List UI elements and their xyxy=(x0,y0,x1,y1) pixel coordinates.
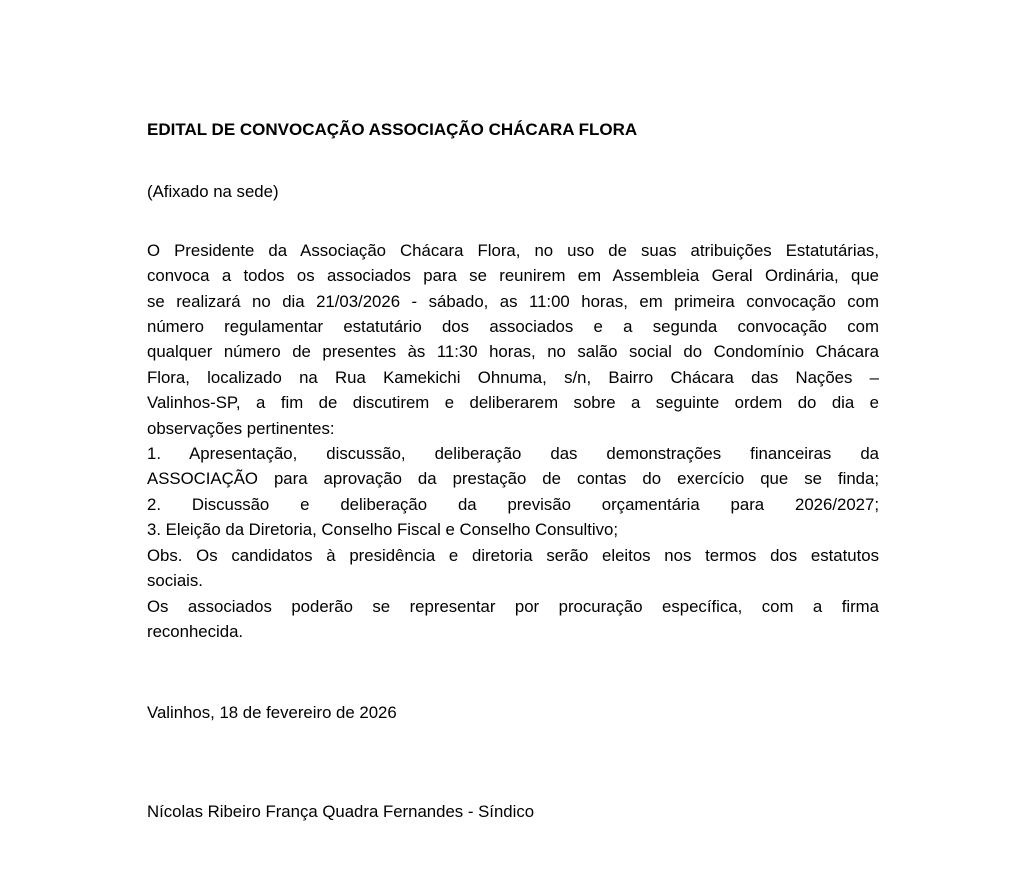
body-line: O Presidente da Associação Chácara Flora, no uso de suas atribuições Estatutárias, xyxy=(147,240,879,260)
document-title: EDITAL DE CONVOCAÇÃO ASSOCIAÇÃO CHÁCARA FLORA xyxy=(147,120,638,139)
body-line: se realizará no dia 21/03/2026 - sábado, as 11:00 horas, em primeira convocação com xyxy=(147,291,879,311)
body-line: número regulamentar estatutário dos associados e a segunda convocação com xyxy=(147,317,879,337)
observation-line: sociais. xyxy=(147,571,203,591)
signature-line: Nícolas Ribeiro França Quadra Fernandes - Síndico xyxy=(147,801,535,821)
body-line: qualquer número de presentes às 11:30 horas, no salão social do Condomínio Chácara xyxy=(147,342,879,362)
posting-note: (Afixado na sede) xyxy=(147,182,279,202)
body-line: convoca a todos os associados para se reunirem em Assembleia Geral Ordinária, que xyxy=(147,266,879,286)
observation-line: Obs. Os candidatos à presidência e diretoria serão eleitos nos termos dos estatutos xyxy=(147,545,879,565)
agenda-item-1-continued: ASSOCIAÇÃO para aprovação da prestação de contas do exercício que se finda; xyxy=(147,469,879,489)
agenda-item-2: 2. Discussão e deliberação da previsão orçamentária para 2026/2027; xyxy=(147,494,879,514)
document-body xyxy=(147,238,879,645)
proxy-note-line: reconhecida. xyxy=(147,621,244,641)
body-line: Valinhos-SP, a fim de discutirem e deliberarem sobre a seguinte ordem do dia e xyxy=(147,393,879,413)
proxy-note-line: Os associados poderão se representar por procuração específica, com a firma xyxy=(147,596,879,616)
body-line: Flora, localizado na Rua Kamekichi Ohnuma, s/n, Bairro Chácara das Nações – xyxy=(147,367,879,387)
date-line: Valinhos, 18 de fevereiro de 2026 xyxy=(147,703,397,723)
body-line: observações pertinentes: xyxy=(147,418,335,438)
agenda-item-3: 3. Eleição da Diretoria, Conselho Fiscal e Conselho Consultivo; xyxy=(147,520,619,540)
agenda-item-1: 1. Apresentação, discussão, deliberação das demonstrações financeiras da xyxy=(147,444,879,464)
